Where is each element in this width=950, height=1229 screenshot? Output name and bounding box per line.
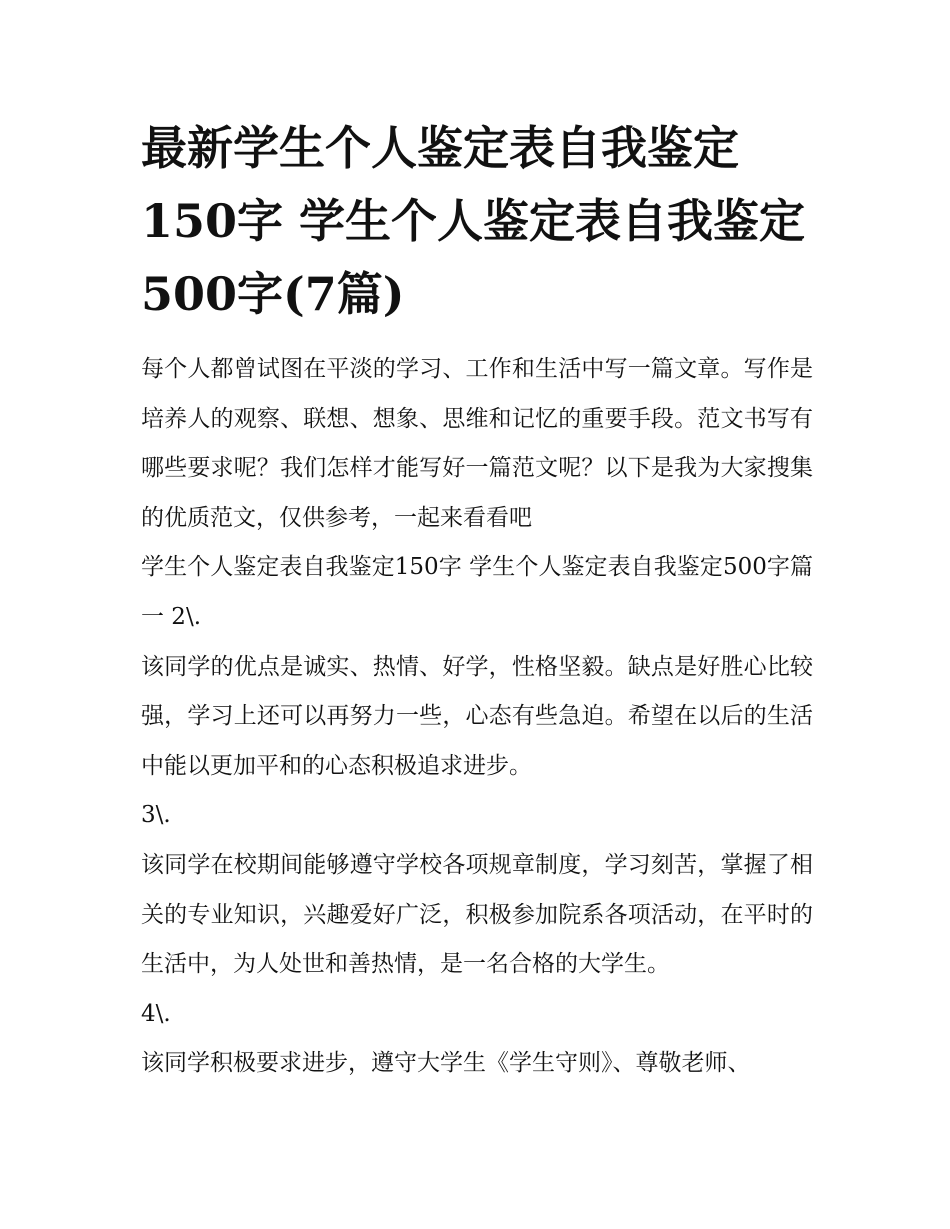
section-heading: 学生个人鉴定表自我鉴定150字 学生个人鉴定表自我鉴定500字篇一 2\. xyxy=(141,554,813,630)
document-body xyxy=(141,345,813,1089)
intro-paragraph: 每个人都曾试图在平淡的学习、工作和生活中写一篇文章。写作是培养人的观察、联想、想象、思维和记忆的重要手段。范文书写有哪些要求呢？我们怎样才能写好一篇范文呢？以下是我为大家搜集的优质范文，仅供参考，一起来看看吧 xyxy=(141,356,813,531)
document-title: 最新学生个人鉴定表自我鉴定150字 学生个人鉴定表自我鉴定500字(7篇) xyxy=(141,121,806,321)
document-page xyxy=(141,112,813,1089)
evaluation-paragraph-3: 该同学在校期间能够遵守学校各项规章制度，学习刻苦，掌握了相关的专业知识，兴趣爱好广泛，积极参加院系各项活动，在平时的生活中，为人处世和善热情，是一名合格的大学生。 xyxy=(141,851,813,978)
evaluation-paragraph-4: 该同学积极要求进步，遵守大学生《学生守则》、尊敬老师、 xyxy=(141,1050,751,1077)
evaluation-paragraph-2: 该同学的优点是诚实、热情、好学，性格坚毅。缺点是好胜心比较强，学习上还可以再努力一些，心态有些急迫。希望在以后的生活中能以更加平和的心态积极追求进步。 xyxy=(141,653,813,779)
item-number-3: 3\. xyxy=(141,802,171,829)
item-number-4: 4\. xyxy=(141,1000,171,1027)
